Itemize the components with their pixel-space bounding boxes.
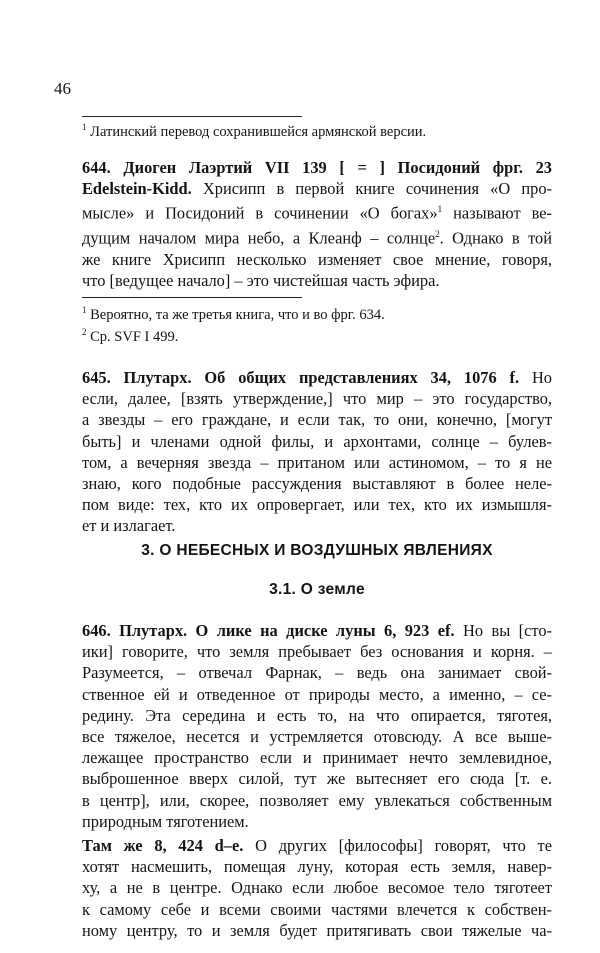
text-line [82, 388, 552, 409]
footnote-rule [82, 116, 302, 117]
section-heading: 3. О НЕБЕСНЫХ И ВОЗДУШНЫХ ЯВЛЕНИЯХ [141, 542, 493, 559]
line-text: редину. Эта середина и есть то, на что опирается, тяготея, [82, 705, 552, 725]
fragment-title: 644. Диоген Лаэртий VII 139 [ = ] Посидоний фрг. 23 [82, 158, 552, 177]
line-text: ики] говорите, что земля пребывает без основания и корня. – [82, 642, 552, 662]
line-text: ет и излагает. [82, 516, 176, 536]
text-line [82, 768, 552, 789]
text-line [82, 473, 552, 494]
line-text: а звезды – его граждане, и если так, то они, конечно, [могут [82, 410, 552, 430]
line-text: в центр], или, скорее, позволяет ему увлекаться собственным [82, 790, 552, 810]
text-line [82, 641, 552, 662]
text-line [82, 409, 552, 430]
footnote-ref: 1 [437, 204, 443, 215]
text-line [82, 726, 552, 747]
text-line [82, 178, 552, 199]
line-text: все тяжелое, несется и устремляется отовсюду. А все выше- [82, 727, 552, 747]
text-line [82, 199, 552, 224]
text-line [82, 620, 552, 641]
text-line [82, 431, 552, 452]
line-text: называют ве- [442, 203, 552, 223]
text-line [82, 811, 552, 832]
line-text: ственное ей и отведенное от природы место, а именно, – се- [82, 684, 552, 704]
text-line [82, 877, 552, 898]
text-line [82, 452, 552, 473]
text-line [82, 920, 552, 941]
text-line [82, 515, 552, 536]
footnote [82, 305, 385, 324]
line-text: мысле» и Посидоний в сочинении «О богах» [82, 203, 438, 223]
subsection-heading: 3.1. О земле [269, 581, 365, 598]
line-text: Но вы [сто- [454, 621, 552, 640]
fragment-title: Edelstein-Kidd. [82, 179, 192, 199]
text-line [82, 224, 552, 249]
text-line [82, 367, 552, 388]
line-text: природным тяготением. [82, 811, 249, 831]
fragment-646-continuation [82, 835, 552, 941]
text-line [82, 747, 552, 768]
footnote-mark: 1 [82, 122, 87, 132]
footnote-ref: 2 [435, 229, 440, 240]
fragment-644 [82, 157, 552, 291]
fragment-title: 645. Плутарх. Об общих представлениях 34, 1076 f. [82, 368, 520, 387]
line-text: быть] и членами одной филы, и архонтами, солнце – булев- [82, 431, 552, 451]
fragment-646 [82, 620, 552, 832]
line-text: О других [философы] говорят, что те [243, 836, 552, 855]
text-line [82, 899, 552, 920]
text-line [82, 270, 552, 291]
line-text: Хрисипп в первой книге сочинения «О про- [191, 179, 552, 199]
footnote-text: Ср. SVF I 499. [90, 328, 179, 345]
line-text: выброшенное вверх силой, тут же вытесняет его сюда [т. е. [82, 769, 552, 789]
text-line [82, 157, 552, 178]
line-text: том, а вечерняя звезда – пританом или астиномом, – то я не [82, 452, 552, 472]
footnote-mark: 1 [82, 305, 87, 315]
line-text: что [ведущее начало] – это чистейшая часть эфира. [82, 270, 440, 290]
line-text: к самому себе и всеми своими частями влечется к собствен- [82, 899, 552, 919]
footnote-text: Латинский перевод сохранившейся армянской версии. [90, 123, 427, 140]
text-line [82, 494, 552, 515]
text-line [82, 705, 552, 726]
line-text: Но [519, 368, 552, 387]
fragment-title: 646. Плутарх. О лике на диске луны 6, 923 ef. [82, 621, 455, 640]
text-line [82, 856, 552, 877]
text-line [82, 249, 552, 270]
line-text: ху, а не в центре. Однако если любое весомое тело тяготеет [82, 878, 552, 898]
footnote [82, 327, 178, 346]
line-text: . Однако в той [439, 228, 552, 248]
fragment-645 [82, 367, 552, 537]
text-line [82, 835, 552, 856]
line-text: знаю, кого подобные рассуждения выставляют в более неле- [82, 474, 552, 494]
footnote-text: Вероятно, та же третья книга, что и во фрг. 634. [90, 306, 385, 323]
text-line [82, 662, 552, 683]
line-text: лежащее пространство если и принимает нечто землевидное, [82, 748, 552, 768]
fragment-title: Там же 8, 424 d–e. [82, 836, 244, 855]
text-line [82, 790, 552, 811]
footnote-mark: 2 [82, 327, 87, 337]
text-line [82, 684, 552, 705]
line-text: же книге Хрисипп несколько изменяет свое мнение, говоря, [82, 249, 552, 269]
line-text: хотят насмешить, помещая луну, которая есть земля, навер- [82, 857, 552, 877]
line-text: ному центру, то и земля будет притягивать свои тяжелые ча- [82, 920, 552, 940]
footnote [82, 122, 426, 141]
line-text: Разумеется, – отвечал Фарнак, – ведь она занимает свой- [82, 663, 552, 683]
footnote-rule [82, 297, 302, 298]
line-text: дущим началом мира небо, а Клеанф – солнце [82, 228, 436, 248]
line-text: пом виде: тех, кто их опровергает, или тех, кто их измышля- [82, 495, 552, 515]
line-text: если, далее, [взять утверждение,] что мир – это государство, [82, 389, 552, 409]
page-number: 46 [54, 79, 71, 98]
